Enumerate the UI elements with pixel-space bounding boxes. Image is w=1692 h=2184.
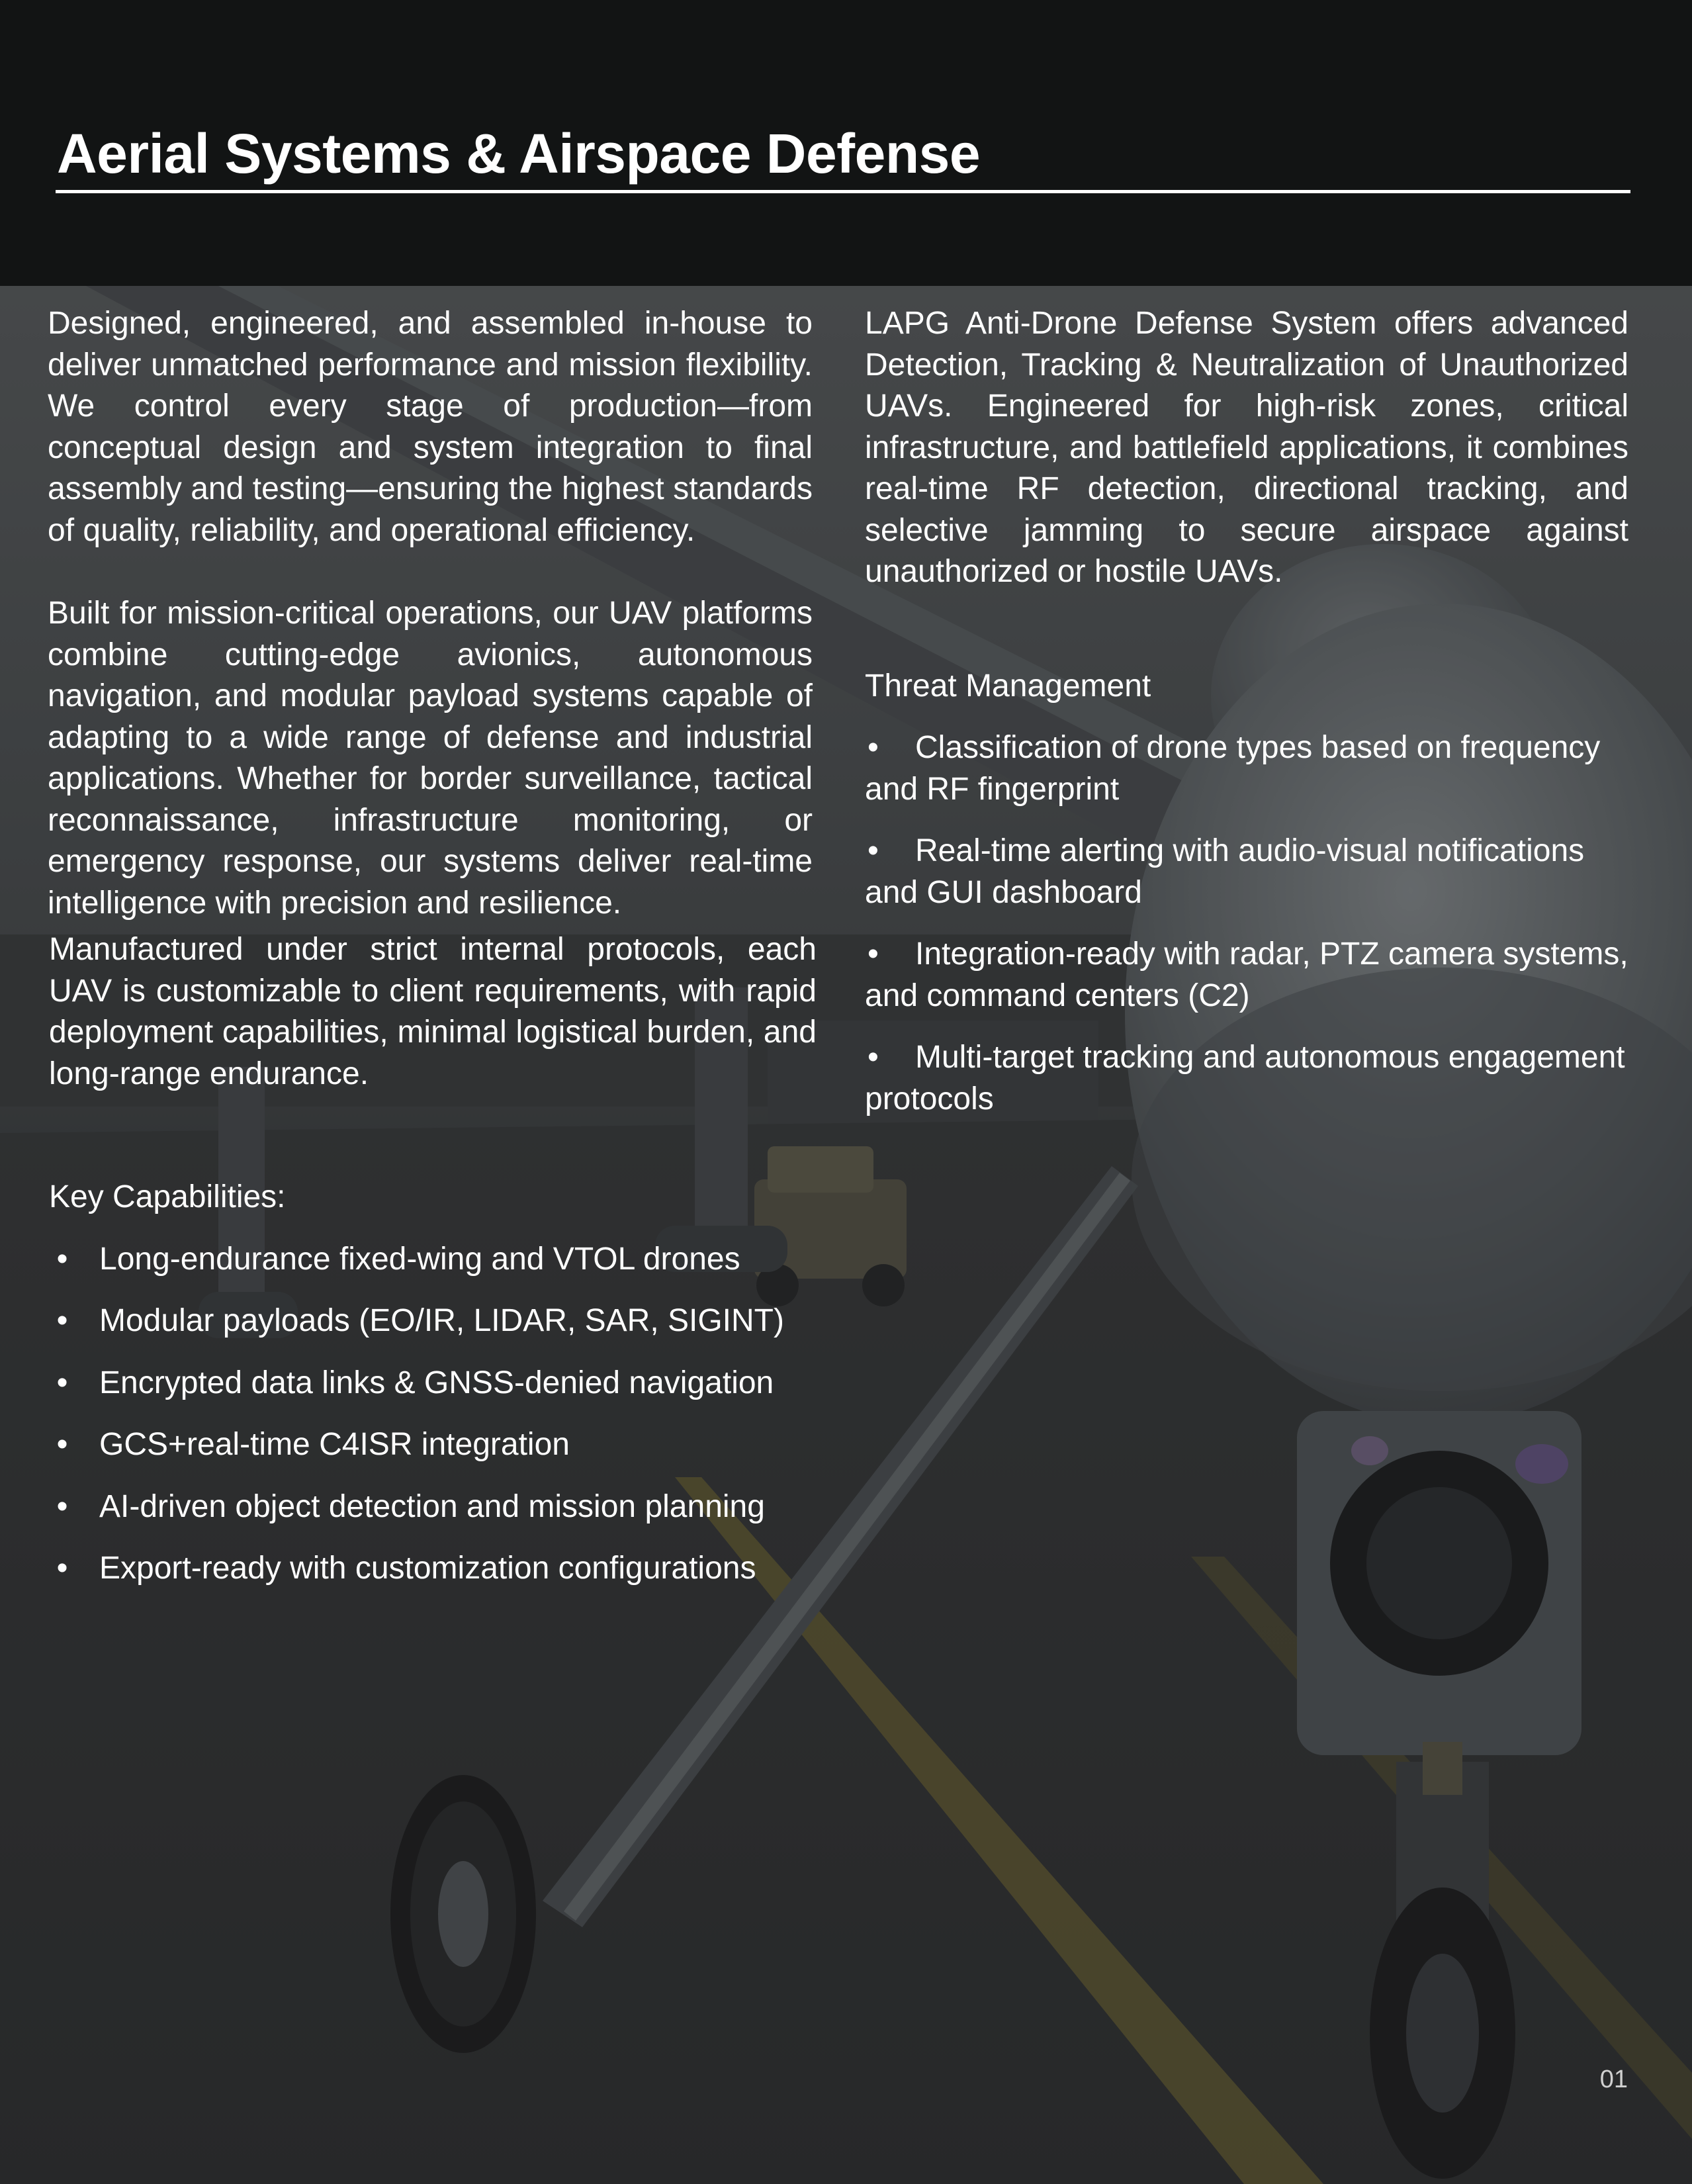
threat-item-text: Multi-target tracking and autonomous engagement protocols	[865, 1040, 1625, 1116]
list-item	[48, 1300, 813, 1342]
operations-paragraph: Built for mission-critical operations, our UAV platforms combine cutting-edge avionics, autonomous navigation, and modular payload systems capable of adapting to a wide range of defense and industrial applications. Whether for border surveillance, tactical reconnaissance, infrastructure monitoring, or emergency response, our systems deliver real-time intelligence with precision and resilience.	[48, 596, 813, 921]
threat-item-text: Real-time alerting with audio-visual notifications and GUI dashboard	[865, 833, 1585, 910]
list-item	[48, 1239, 813, 1281]
manufacturing-paragraph: Manufactured under strict internal protocols, each UAV is customizable to client requirements, with rapid deployment capabilities, minimal logistical burden, and long-range endurance.	[49, 932, 817, 1091]
capability-text: Export-ready with customization configurations	[99, 1551, 756, 1586]
bullet-icon: •	[56, 1303, 68, 1338]
threat-management-list	[865, 727, 1628, 1120]
threat-item-text: Classification of drone types based on frequency and RF fingerprint	[865, 730, 1601, 807]
bullet-icon: •	[56, 1365, 68, 1400]
bullet-icon: •	[56, 1427, 68, 1462]
capability-text: Modular payloads (EO/IR, LIDAR, SAR, SIGINT)	[99, 1303, 784, 1338]
threat-item-text: Integration-ready with radar, PTZ camera systems, and command centers (C2)	[865, 936, 1628, 1013]
page-title: Aerial Systems & Airspace Defense	[57, 122, 981, 185]
capability-text: Long-endurance fixed-wing and VTOL drones	[99, 1241, 740, 1277]
bullet-icon: •	[868, 833, 879, 868]
key-capabilities-list	[48, 1239, 813, 1590]
right-column	[865, 303, 1628, 1120]
capability-text: GCS+real-time C4ISR integration	[99, 1427, 570, 1462]
list-item	[865, 727, 1628, 810]
list-item	[48, 1486, 813, 1528]
list-item	[48, 1363, 813, 1404]
capability-text: AI-driven object detection and mission planning	[99, 1488, 765, 1524]
anti-drone-intro: LAPG Anti-Drone Defense System offers advanced Detection, Tracking & Neutralization of Unauthorized UAVs. Engineered for high-risk zones, critical infrastructure, and battlefield applications, it combines real-time RF detection, directional tracking, and selective jamming to secure airspace against unauthorized or hostile UAVs.	[865, 306, 1628, 589]
list-item	[865, 831, 1628, 913]
bullet-icon: •	[868, 730, 879, 765]
bullet-icon: •	[56, 1241, 68, 1277]
title-underline	[56, 190, 1630, 193]
threat-management-heading: Threat Management	[865, 668, 1151, 704]
page-header	[0, 0, 1692, 286]
key-capabilities-heading: Key Capabilities:	[49, 1179, 286, 1214]
bullet-icon: •	[868, 936, 879, 972]
intro-paragraph: Designed, engineered, and assembled in-house to deliver unmatched performance and mission flexibility. We control every stage of production—from conceptual design and system integration to final assembly and testing—ensuring the highest standards of quality, reliability, and operational efficiency.	[48, 306, 813, 548]
list-item	[865, 1037, 1628, 1120]
list-item	[48, 1548, 813, 1590]
page-number: 01	[1599, 2066, 1628, 2093]
bullet-icon: •	[56, 1551, 68, 1586]
left-column	[48, 303, 817, 1590]
list-item	[865, 934, 1628, 1017]
capability-text: Encrypted data links & GNSS-denied navigation	[99, 1365, 774, 1400]
bullet-icon: •	[868, 1040, 879, 1075]
list-item	[48, 1424, 813, 1466]
bullet-icon: •	[56, 1488, 68, 1524]
